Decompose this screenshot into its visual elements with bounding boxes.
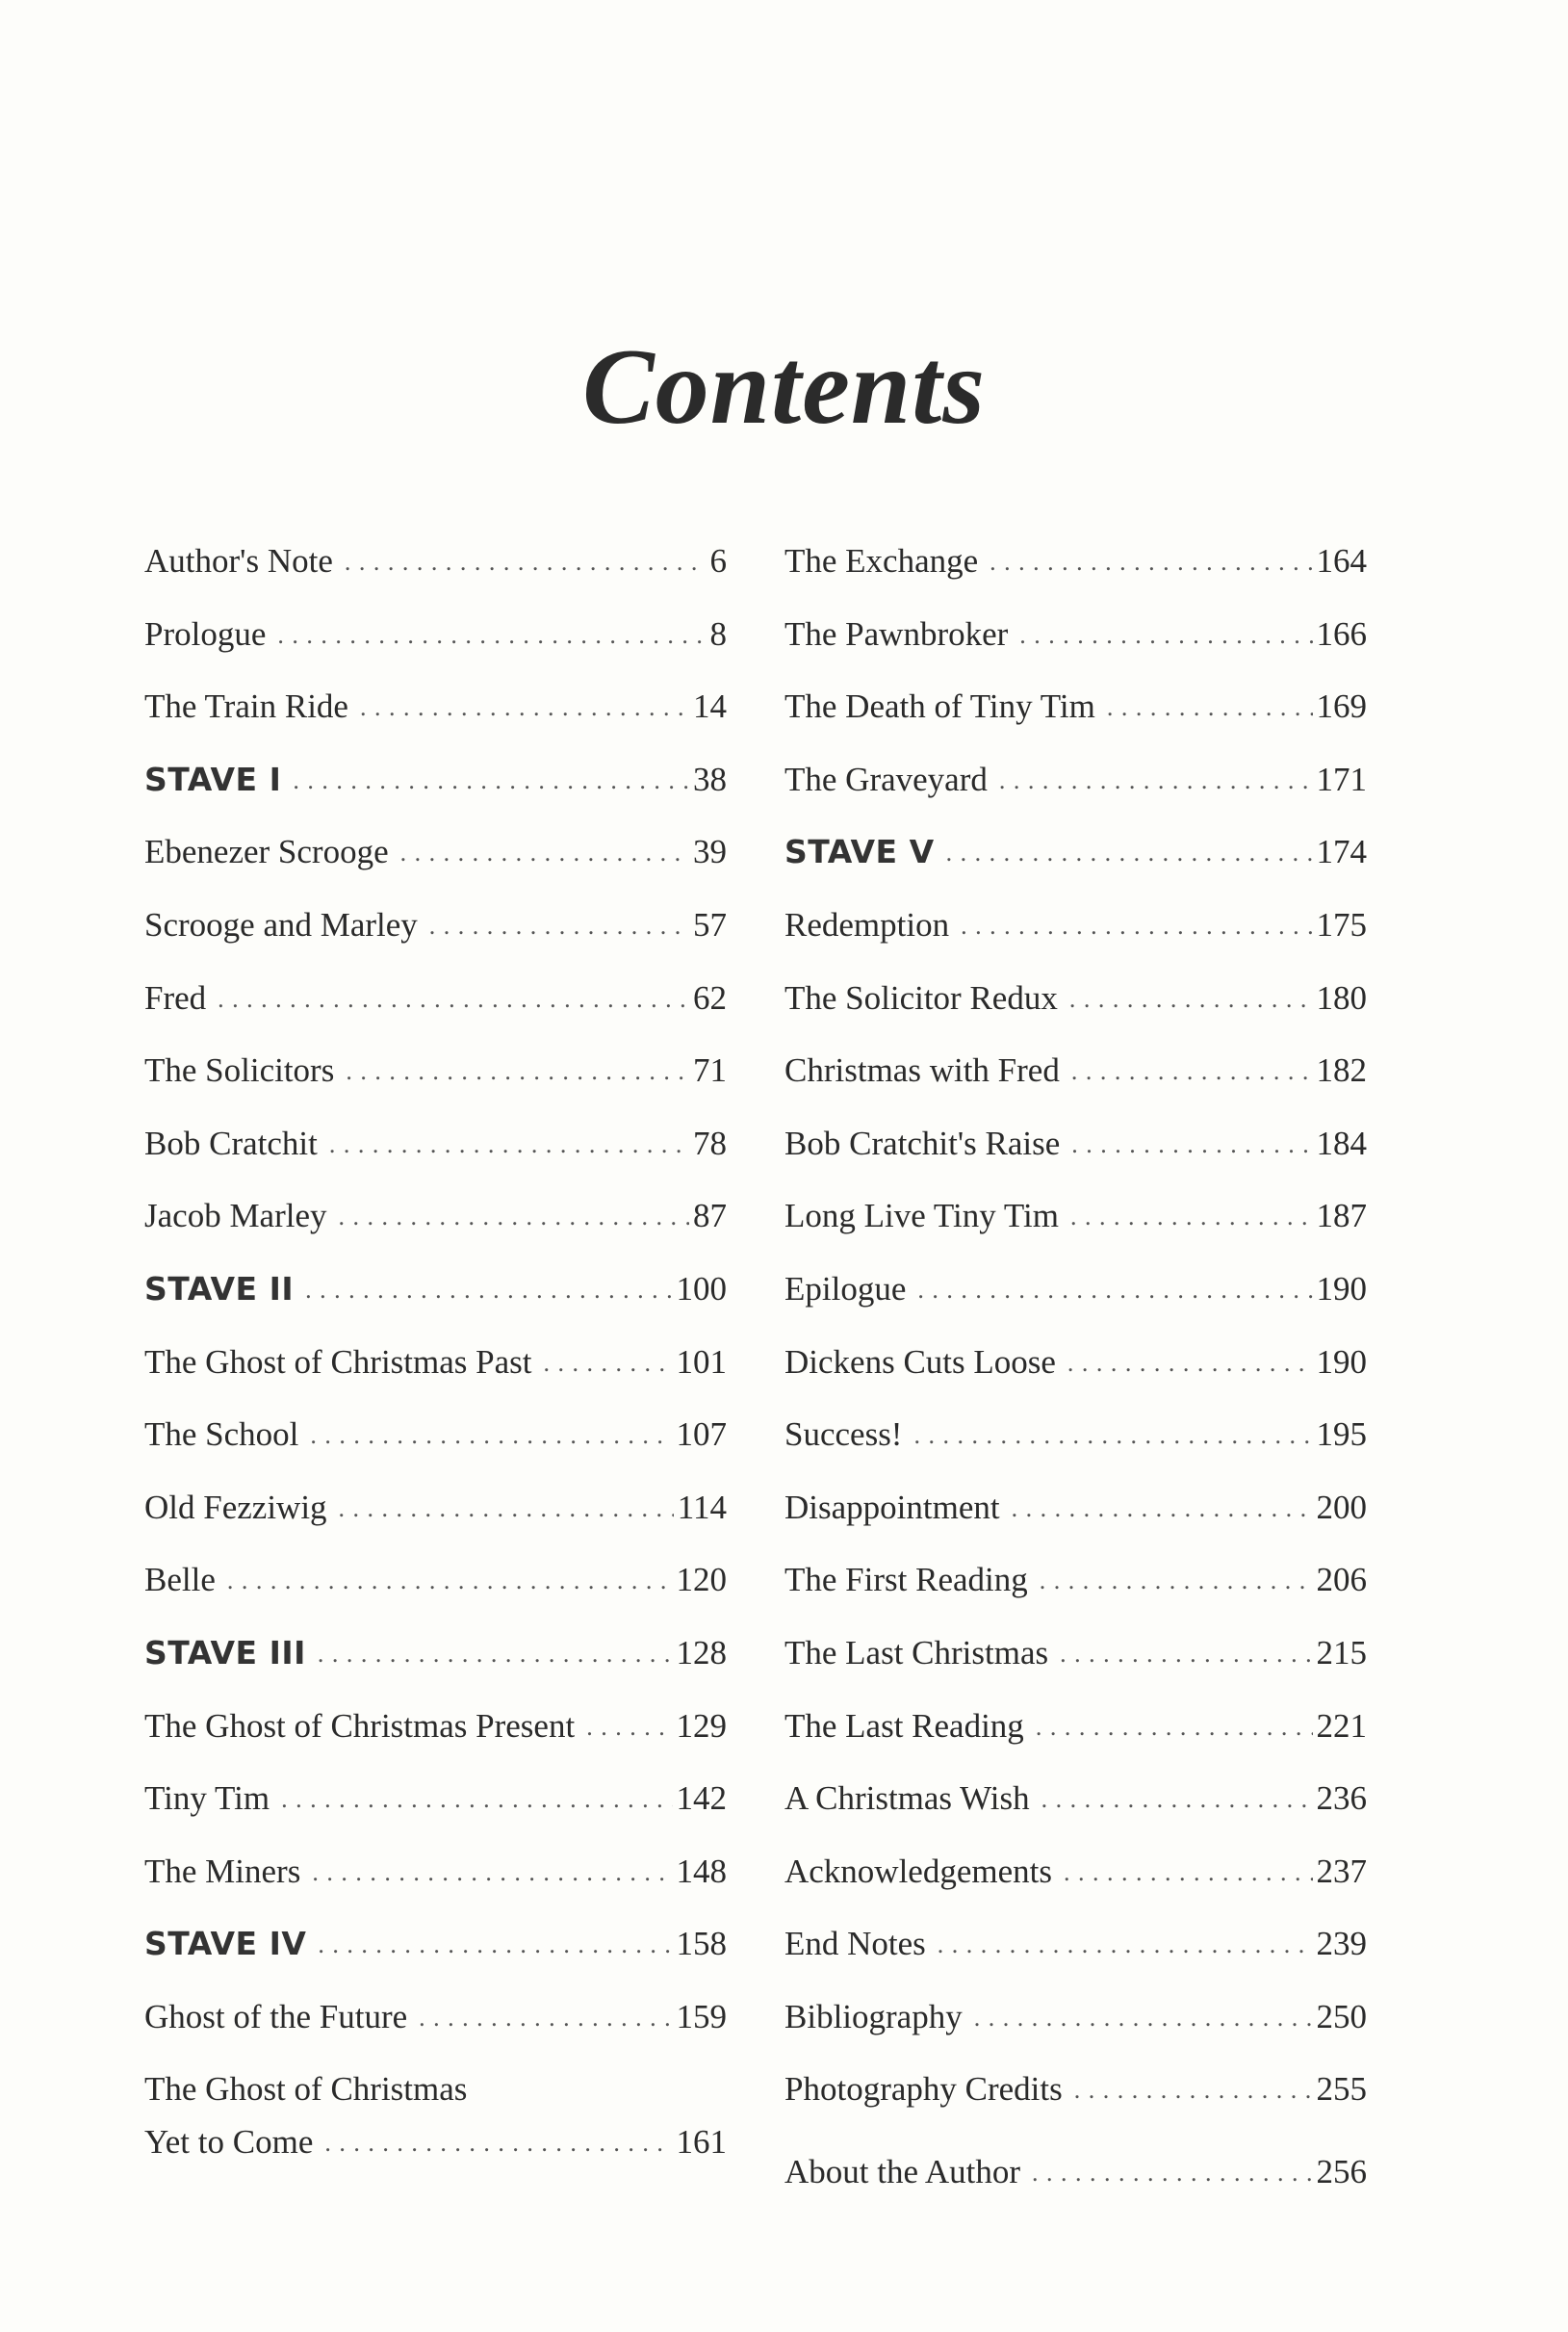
toc-entry-page: 221 [1316,1706,1367,1745]
toc-entry-page: 38 [693,760,727,798]
stave-heading: STAVE III [144,1633,306,1671]
toc-entry-page: 171 [1316,760,1367,798]
toc-entry-label: Bob Cratchit [144,1124,318,1162]
toc-entry-bibliography[interactable] [784,1981,1367,2054]
dot-leader [318,1908,672,1982]
stave-heading: STAVE V [784,833,935,871]
toc-entry-page: 159 [676,1997,727,2035]
toc-entry-page: 78 [693,1124,727,1162]
toc-entry-page: 250 [1316,1997,1367,2035]
toc-entry-label: A Christmas Wish [784,1779,1030,1818]
toc-entry-ebenezer-scrooge[interactable] [144,816,727,889]
stave-heading: STAVE IV [144,1925,307,1963]
toc-entry-ghost-of-christmas-past[interactable] [144,1326,727,1399]
toc-entry-page: 120 [676,1561,727,1599]
toc-entry-label: Ghost of the Future [144,1997,408,2035]
toc-entry-page: 129 [676,1706,727,1745]
toc-entry-page: 239 [1316,1925,1367,1963]
dot-leader [1012,1472,1313,1545]
dot-leader [419,1982,672,2055]
toc-entry-label: Redemption [784,905,950,944]
dot-leader [305,1254,672,1327]
dot-leader [1067,1327,1313,1400]
dot-leader [218,963,689,1036]
toc-entry-solicitor-redux[interactable] [784,962,1367,1035]
toc-entry-page: 200 [1316,1488,1367,1526]
toc-entry-epilogue[interactable] [784,1253,1367,1326]
toc-entry-old-fezziwig[interactable] [144,1471,727,1544]
toc-entry-label: Christmas with Fred [784,1051,1060,1090]
dot-leader [1071,1108,1312,1181]
toc-entry-label-line2: Yet to Come [144,2123,314,2162]
dot-leader [946,816,1313,890]
dot-leader [999,744,1313,817]
dot-leader [913,1399,1312,1472]
toc-entry-label: About the Author [784,2153,1020,2191]
toc-entry-page: 195 [1316,1415,1367,1454]
toc-entry-photography-credits[interactable] [784,2053,1367,2126]
toc-entry-ghost-of-christmas-yet-to-come[interactable] [144,2053,727,2171]
toc-entry-prologue[interactable] [144,598,727,671]
toc-entry-the-miners[interactable] [144,1835,727,1908]
dot-leader [312,1836,672,1909]
toc-entry-page: 114 [677,1488,727,1526]
toc-entry-death-of-tiny-tim[interactable] [784,670,1367,743]
toc-entry-page: 57 [693,905,727,944]
toc-entry-label: Fred [144,978,207,1017]
toc-entry-the-graveyard[interactable] [784,743,1367,816]
toc-column-right [784,525,1367,2209]
dot-leader [281,1763,672,1836]
toc-entry-page: 128 [676,1633,727,1671]
dot-leader [339,1472,674,1545]
toc-entry-page: 71 [693,1051,727,1090]
toc-entry-label: Acknowledgements [784,1852,1052,1890]
toc-entry-success[interactable] [784,1398,1367,1471]
dot-leader [1074,2054,1313,2127]
dot-leader [339,1180,689,1254]
toc-entry-a-christmas-wish[interactable] [784,1762,1367,1835]
toc-entry-label: Long Live Tiny Tim [784,1197,1059,1235]
toc-entry-bob-cratchits-raise[interactable] [784,1107,1367,1180]
toc-entry-dickens-cuts-loose[interactable] [784,1326,1367,1399]
toc-entry-page: 148 [676,1852,727,1890]
stave-heading: STAVE II [144,1269,295,1308]
toc-entry-the-train-ride[interactable] [144,670,727,743]
toc-entry-page: 215 [1316,1633,1367,1671]
toc-entry-label-line1: The Ghost of Christmas [144,2070,468,2109]
toc-entry-page: 175 [1316,905,1367,944]
page-title: Contents [582,327,986,448]
toc-entry-page: 187 [1316,1197,1367,1235]
toc-entry-stave-i[interactable] [144,743,727,816]
toc-entry-label: The Pawnbroker [784,614,1009,653]
toc-entry-redemption[interactable] [784,889,1367,962]
dot-leader [324,2116,672,2169]
dot-leader [360,671,689,744]
toc-entry-page: 255 [1316,2070,1367,2109]
toc-entry-page: 169 [1316,687,1367,726]
dot-leader [543,1327,672,1400]
toc-entry-label: The School [144,1415,299,1454]
dot-leader [938,1908,1313,1982]
toc-entry-stave-iv[interactable] [144,1907,727,1981]
toc-entry-bob-cratchit[interactable] [144,1107,727,1180]
toc-entry-label: Disappointment [784,1488,1000,1526]
dot-leader [227,1544,673,1618]
toc-entry-page: 166 [1316,614,1367,653]
dot-leader [961,890,1312,963]
dot-leader [1064,1836,1313,1909]
stave-heading: STAVE I [144,760,282,798]
dot-leader [1041,1763,1313,1836]
toc-entry-the-exchange[interactable] [784,525,1367,598]
toc-entry-page: 142 [676,1779,727,1818]
toc-entry-disappointment[interactable] [784,1471,1367,1544]
toc-entry-the-school[interactable] [144,1398,727,1471]
dot-leader [990,526,1312,599]
toc-entry-label: Dickens Cuts Loose [784,1342,1056,1381]
dot-leader [974,1982,1313,2055]
toc-entry-page: 62 [693,978,727,1017]
toc-entry-label: The First Reading [784,1561,1028,1599]
toc-entry-the-last-christmas[interactable] [784,1617,1367,1690]
toc-entry-label: Scrooge and Marley [144,905,418,944]
toc-entry-label: The Ghost of Christmas Present [144,1706,576,1745]
dot-leader [1060,1618,1312,1691]
toc-entry-page: 14 [693,687,727,726]
toc-entry-page: 164 [1316,542,1367,580]
toc-entry-label: The Death of Tiny Tim [784,687,1095,726]
toc-entry-tiny-tim[interactable] [144,1762,727,1835]
toc-entry-page: 174 [1316,833,1367,871]
toc-entry-page: 101 [676,1342,727,1381]
dot-leader [318,1618,673,1691]
toc-entry-stave-iii[interactable] [144,1617,727,1690]
toc-entry-label: Bob Cratchit's Raise [784,1124,1061,1162]
dot-leader [1071,1035,1313,1108]
toc-entry-label: Tiny Tim [144,1779,270,1818]
dot-leader [1069,963,1313,1036]
toc-entry-scrooge-and-marley[interactable] [144,889,727,962]
toc-entry-the-solicitors[interactable] [144,1034,727,1107]
toc-entry-page: 190 [1316,1342,1367,1381]
toc-entry-label: The Solicitors [144,1051,335,1090]
toc-entry-page: 206 [1316,1561,1367,1599]
toc-entry-label: The Graveyard [784,760,988,798]
toc-entry-page: 236 [1316,1779,1367,1818]
toc-entry-label: Epilogue [784,1269,907,1308]
toc-entry-page: 100 [676,1269,727,1308]
toc-entry-page: 190 [1316,1269,1367,1308]
toc-entry-page: 180 [1316,978,1367,1017]
toc-entry-label: Prologue [144,614,267,653]
toc-entry-label: The Exchange [784,542,979,580]
toc-entry-the-pawnbroker[interactable] [784,598,1367,671]
toc-entry-page: 39 [693,833,727,871]
toc-entry-label: Ebenezer Scrooge [144,833,389,871]
toc-entry-label: Belle [144,1561,216,1599]
dot-leader [586,1691,672,1764]
toc-entry-page: 256 [1316,2153,1367,2191]
dot-leader [293,744,689,817]
toc-entry-page: 87 [693,1197,727,1235]
dot-leader [429,890,689,963]
toc-entry-label: Photography Credits [784,2070,1063,2109]
dot-leader [917,1254,1312,1327]
toc-entry-page: 182 [1316,1051,1367,1090]
toc-entry-acknowledgements[interactable] [784,1835,1367,1908]
toc-entry-end-notes[interactable] [784,1907,1367,1981]
toc-entry-fred[interactable] [144,962,727,1035]
toc-entry-jacob-marley[interactable] [144,1179,727,1253]
dot-leader [277,599,706,672]
toc-entry-belle[interactable] [144,1543,727,1617]
dot-leader [1019,599,1312,672]
toc-entry-label: Author's Note [144,542,333,580]
toc-entry-page: 8 [709,614,727,653]
toc-entry-page: 107 [676,1415,727,1454]
toc-entry-page: 6 [709,542,727,580]
toc-entry-label: The Ghost of Christmas Past [144,1342,532,1381]
toc-entry-label: Old Fezziwig [144,1488,327,1526]
dot-leader [1070,1180,1313,1254]
toc-entry-label: Bibliography [784,1997,963,2035]
toc-entry-christmas-with-fred[interactable] [784,1034,1367,1107]
dot-leader [310,1399,672,1472]
toc-entry-label: Success! [784,1415,903,1454]
toc-entry-page: 184 [1316,1124,1367,1162]
toc-entry-label: End Notes [784,1925,926,1963]
dot-leader [346,1035,689,1108]
toc-entry-long-live-tiny-tim[interactable] [784,1179,1367,1253]
dot-leader [1032,2137,1313,2210]
dot-leader [1107,671,1313,744]
toc-entry-the-last-reading[interactable] [784,1690,1367,1763]
dot-leader [1040,1544,1313,1618]
toc-entry-label: The Miners [144,1852,301,1890]
dot-leader [345,526,707,599]
dot-leader [1036,1691,1313,1764]
toc-entry-label: The Last Reading [784,1706,1024,1745]
toc-entry-label: The Solicitor Redux [784,978,1058,1017]
toc-entry-page: 237 [1316,1852,1367,1890]
toc-entry-page: 161 [676,2123,727,2162]
dot-leader [329,1108,689,1181]
toc-entry-label: The Train Ride [144,687,348,726]
toc-entry-authors-note[interactable] [144,525,727,598]
toc-entry-stave-ii[interactable] [144,1253,727,1326]
dot-leader [400,816,689,890]
toc-entry-about-the-author[interactable] [784,2136,1367,2209]
toc-entry-stave-v[interactable] [784,816,1367,889]
toc-entry-ghost-of-the-future[interactable] [144,1981,727,2054]
toc-column-left [144,525,727,2171]
toc-entry-label: The Last Christmas [784,1633,1049,1671]
toc-entry-ghost-of-christmas-present[interactable] [144,1690,727,1763]
toc-entry-page: 158 [676,1925,727,1963]
toc-entry-the-first-reading[interactable] [784,1543,1367,1617]
toc-entry-label: Jacob Marley [144,1197,327,1235]
toc-entry-line2 [144,2115,727,2171]
